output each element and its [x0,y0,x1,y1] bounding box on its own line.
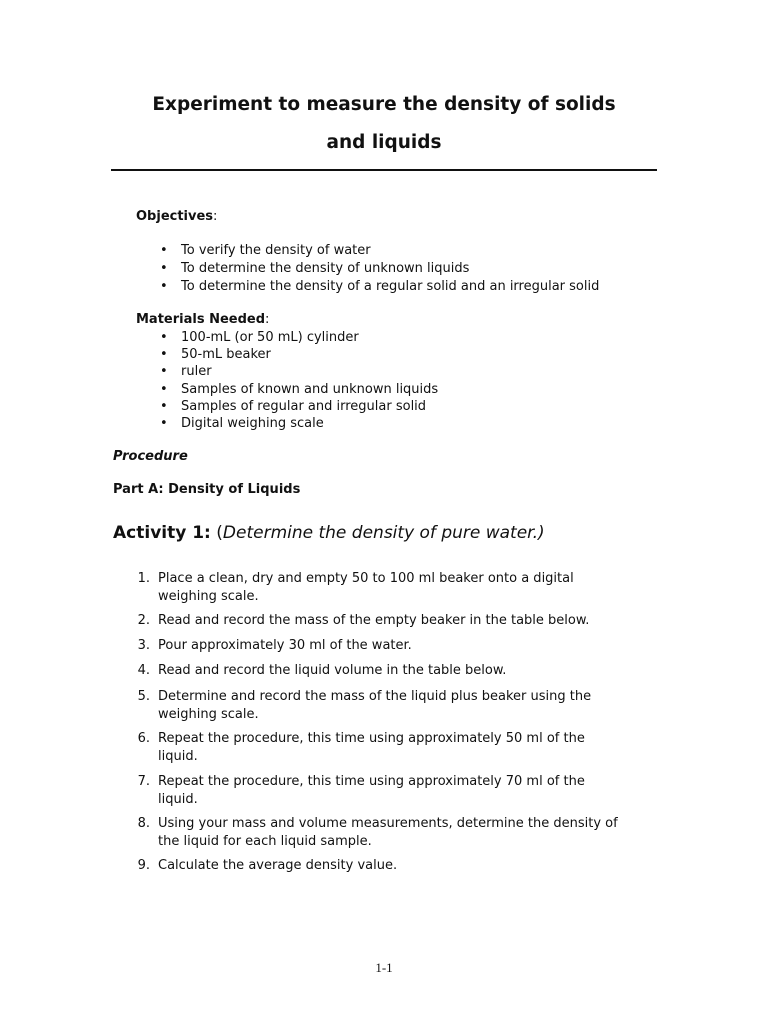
step-text: Place a clean, dry and empty 50 to 100 ml beaker onto a digital [158,571,574,586]
step-text: Determine and record the mass of the liquid plus beaker using the [158,689,592,704]
step-number: 2. [137,613,150,628]
step-number: 9. [137,858,150,873]
list-item: Samples of regular and irregular solid [181,399,427,414]
document-title-line-2: and liquids [326,132,442,153]
list-item: Digital weighing scale [181,416,324,431]
step-text: the liquid for each liquid sample. [158,833,372,849]
bullet-icon: • [160,416,168,431]
title-divider [111,169,657,171]
list-item: ruler [181,364,212,379]
bullet-icon: • [160,279,168,294]
bullet-icon: • [160,382,168,397]
step-number: 5. [137,689,150,704]
bullet-icon: • [160,399,168,414]
page-number: 1-1 [375,960,393,975]
list-item: To determine the density of unknown liquids [181,261,470,276]
step-text: weighing scale. [158,706,259,722]
step-text: Repeat the procedure, this time using approximately 50 ml of the [158,731,585,746]
bullet-icon: • [160,330,168,345]
bullet-icon: • [160,347,168,362]
step-text: Pour approximately 30 ml of the water. [158,638,412,653]
step-number: 1. [137,571,150,586]
list-item: 100-mL (or 50 mL) cylinder [181,330,359,345]
step-number: 8. [137,816,150,831]
procedure-heading: Procedure [113,449,188,464]
list-item: To verify the density of water [181,243,371,258]
step-text: Calculate the average density value. [158,858,398,873]
step-text: liquid. [158,748,198,764]
step-number: 3. [137,638,150,653]
list-item: To determine the density of a regular solid and an irregular solid [181,279,600,294]
bullet-icon: • [160,364,168,379]
step-text: liquid. [158,791,198,807]
list-item: 50-mL beaker [181,347,271,362]
objectives-heading: Objectives: [136,209,218,224]
step-text: Read and record the liquid volume in the table below. [158,663,507,678]
part-a-heading: Part A: Density of Liquids [113,482,301,497]
bullet-icon: • [160,261,168,276]
document-title-line-1: Experiment to measure the density of solids [152,94,616,115]
list-item: Samples of known and unknown liquids [181,382,439,397]
materials-heading: Materials Needed: [136,312,270,327]
step-text: weighing scale. [158,588,259,604]
step-text: Using your mass and volume measurements, determine the density of [158,816,618,831]
activity-heading: Activity 1: (Determine the density of pure water.) [113,523,545,543]
step-text: Read and record the mass of the empty beaker in the table below. [158,613,590,628]
bullet-icon: • [160,243,168,258]
step-number: 4. [137,663,150,678]
step-text: Repeat the procedure, this time using approximately 70 ml of the [158,774,585,789]
step-number: 6. [137,731,150,746]
step-number: 7. [137,774,150,789]
